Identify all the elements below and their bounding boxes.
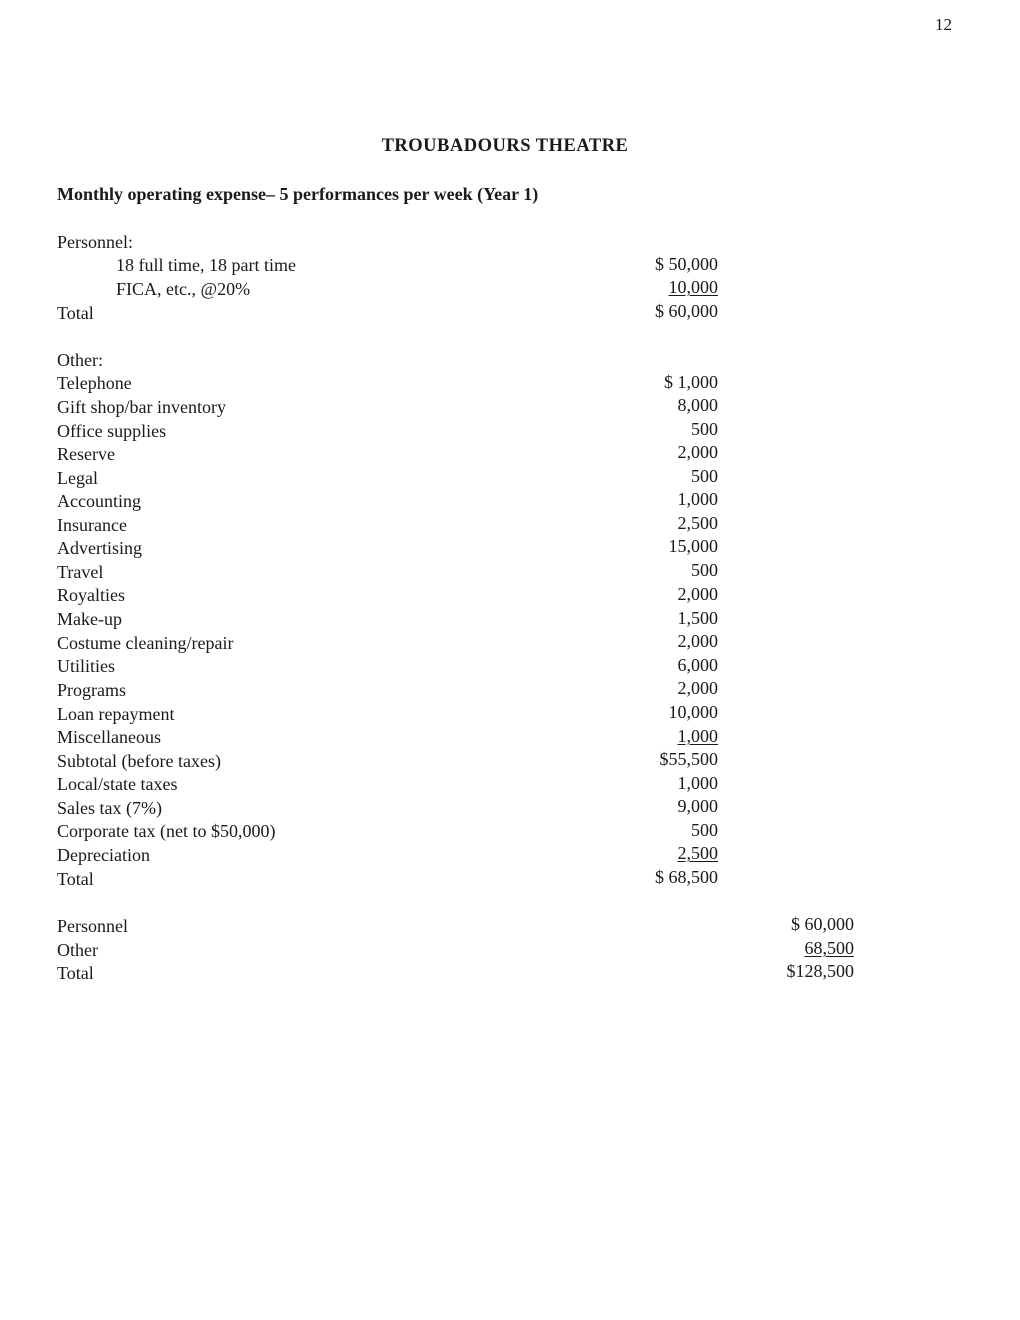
- other-item-label: Programs: [57, 680, 126, 700]
- other-item-label: Advertising: [57, 538, 142, 558]
- other-item-label: Legal: [57, 468, 98, 488]
- summary-other-amount: 68,500: [804, 938, 854, 958]
- other-item-label: Local/state taxes: [57, 774, 178, 794]
- other-item-amount: 2,000: [677, 442, 718, 462]
- other-item-amount: 1,000: [677, 489, 718, 509]
- other-item-amount: 1,000: [677, 726, 718, 746]
- other-item-amount: 2,500: [677, 513, 718, 533]
- personnel-total-amount: $ 60,000: [655, 301, 718, 321]
- personnel-total-label: Total: [57, 303, 94, 323]
- other-item-label: Travel: [57, 562, 104, 582]
- other-item-label: Accounting: [57, 491, 141, 511]
- other-item-amount: 1,000: [677, 773, 718, 793]
- other-item-amount: 9,000: [677, 796, 718, 816]
- personnel-item-amount: $ 50,000: [655, 254, 718, 274]
- other-item-amount: 500: [691, 466, 718, 486]
- other-item-label: Utilities: [57, 656, 115, 676]
- personnel-item-label: FICA, etc., @20%: [116, 279, 251, 299]
- other-item-label: Gift shop/bar inventory: [57, 397, 226, 417]
- other-item-label: Sales tax (7%): [57, 798, 162, 818]
- other-item-amount: 2,000: [677, 678, 718, 698]
- other-item-amount: 6,000: [677, 655, 718, 675]
- summary-other-label: Other: [57, 940, 98, 960]
- personnel-item-amount: 10,000: [668, 277, 718, 297]
- document-subtitle: Monthly operating expense– 5 performances per week (Year 1): [57, 184, 539, 204]
- other-item-amount: 8,000: [677, 395, 718, 415]
- other-item-label: Costume cleaning/repair: [57, 633, 234, 653]
- document-title: TROUBADOURS THEATRE: [381, 136, 629, 156]
- other-item-label: Depreciation: [57, 845, 150, 865]
- other-subtotal-amount: $55,500: [659, 749, 718, 769]
- other-total-amount: $ 68,500: [655, 867, 718, 887]
- other-item-amount: 2,000: [677, 631, 718, 651]
- other-item-amount: 500: [691, 820, 718, 840]
- summary-total-amount: $128,500: [786, 961, 854, 981]
- other-item-label: Miscellaneous: [57, 727, 161, 747]
- other-item-amount: 10,000: [668, 702, 718, 722]
- other-item-label: Corporate tax (net to $50,000): [57, 821, 276, 841]
- other-item-label: Office supplies: [57, 421, 167, 441]
- other-item-amount: 500: [691, 419, 718, 439]
- other-subtotal-label: Subtotal (before taxes): [57, 751, 221, 771]
- other-item-label: Telephone: [57, 373, 132, 393]
- other-item-amount: 2,500: [677, 843, 718, 863]
- other-item-label: Loan repayment: [57, 704, 175, 724]
- other-item-label: Royalties: [57, 585, 125, 605]
- other-item-amount: 500: [691, 560, 718, 580]
- other-item-label: Reserve: [57, 444, 115, 464]
- summary-total-label: Total: [57, 963, 94, 983]
- other-item-label: Make-up: [57, 609, 122, 629]
- other-heading: Other:: [57, 350, 103, 370]
- personnel-heading: Personnel:: [57, 232, 133, 252]
- page-number: 12: [935, 15, 952, 34]
- summary-personnel-amount: $ 60,000: [791, 914, 854, 934]
- personnel-item-label: 18 full time, 18 part time: [116, 255, 296, 275]
- other-item-amount: 1,500: [677, 608, 718, 628]
- summary-personnel-label: Personnel: [57, 916, 128, 936]
- other-total-label: Total: [57, 869, 94, 889]
- other-item-amount: 2,000: [677, 584, 718, 604]
- other-item-amount: 15,000: [668, 536, 718, 556]
- other-item-amount: $ 1,000: [664, 372, 718, 392]
- other-item-label: Insurance: [57, 515, 127, 535]
